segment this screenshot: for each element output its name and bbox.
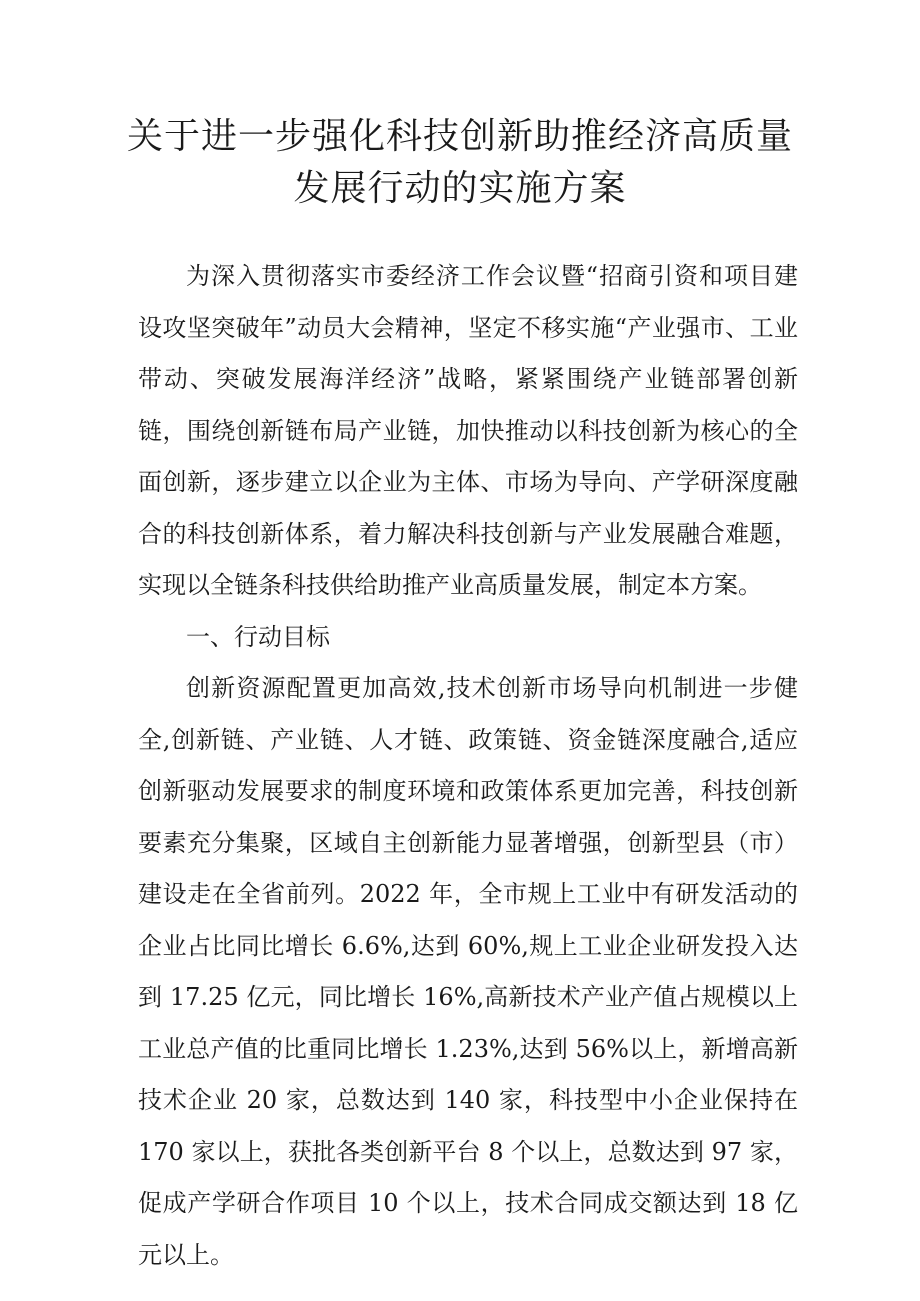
document-title-line-1: 关于进一步强化科技创新助推经济高质量 bbox=[126, 116, 793, 157]
document-body bbox=[138, 251, 798, 1281]
section-paragraph-goals: 创新资源配置更加高效,技术创新市场导向机制进一步健全,创新链、产业链、人才链、政策链、资金链深度融合,适应创新驱动发展要求的制度环境和政策体系更加完善，科技创新要素充分集聚，区域自主创新能力显著增强，创新型县（市）建设走在全省前列。2022 年，全市规上工业中有研发活动的企业占比同比增长 6.6%,达到 60%,规上工业企业研发投入达到 17.25 亿元，同比增长 16%,高新技术产业产值占规模以上工业总产值的比重同比增长 1.23%,达到 56%以上，新增高新技术企业 20 家，总数达到 140 家，科技型中小企业保持在 170 家以上，获批各类创新平台 8 个以上，总数达到 97 家，促成产学研合作项目 10 个以上，技术合同成交额达到 18 亿元以上。 bbox=[138, 674, 798, 1269]
intro-paragraph: 为深入贯彻落实市委经济工作会议暨“招商引资和项目建设攻坚突破年”动员大会精神，坚定不移实施“产业强市、工业带动、突破发展海洋经济”战略，紧紧围绕产业链部署创新链，围绕创新链布局产业链，加快推动以科技创新为核心的全面创新，逐步建立以企业为主体、市场为导向、产学研深度融合的科技创新体系，着力解决科技创新与产业发展融合难题，实现以全链条科技供给助推产业高质量发展，制定本方案。 bbox=[138, 262, 798, 599]
section-heading-goals: 一、行动目标 bbox=[186, 622, 330, 651]
document-title-line-2: 发展行动的实施方案 bbox=[293, 168, 627, 209]
